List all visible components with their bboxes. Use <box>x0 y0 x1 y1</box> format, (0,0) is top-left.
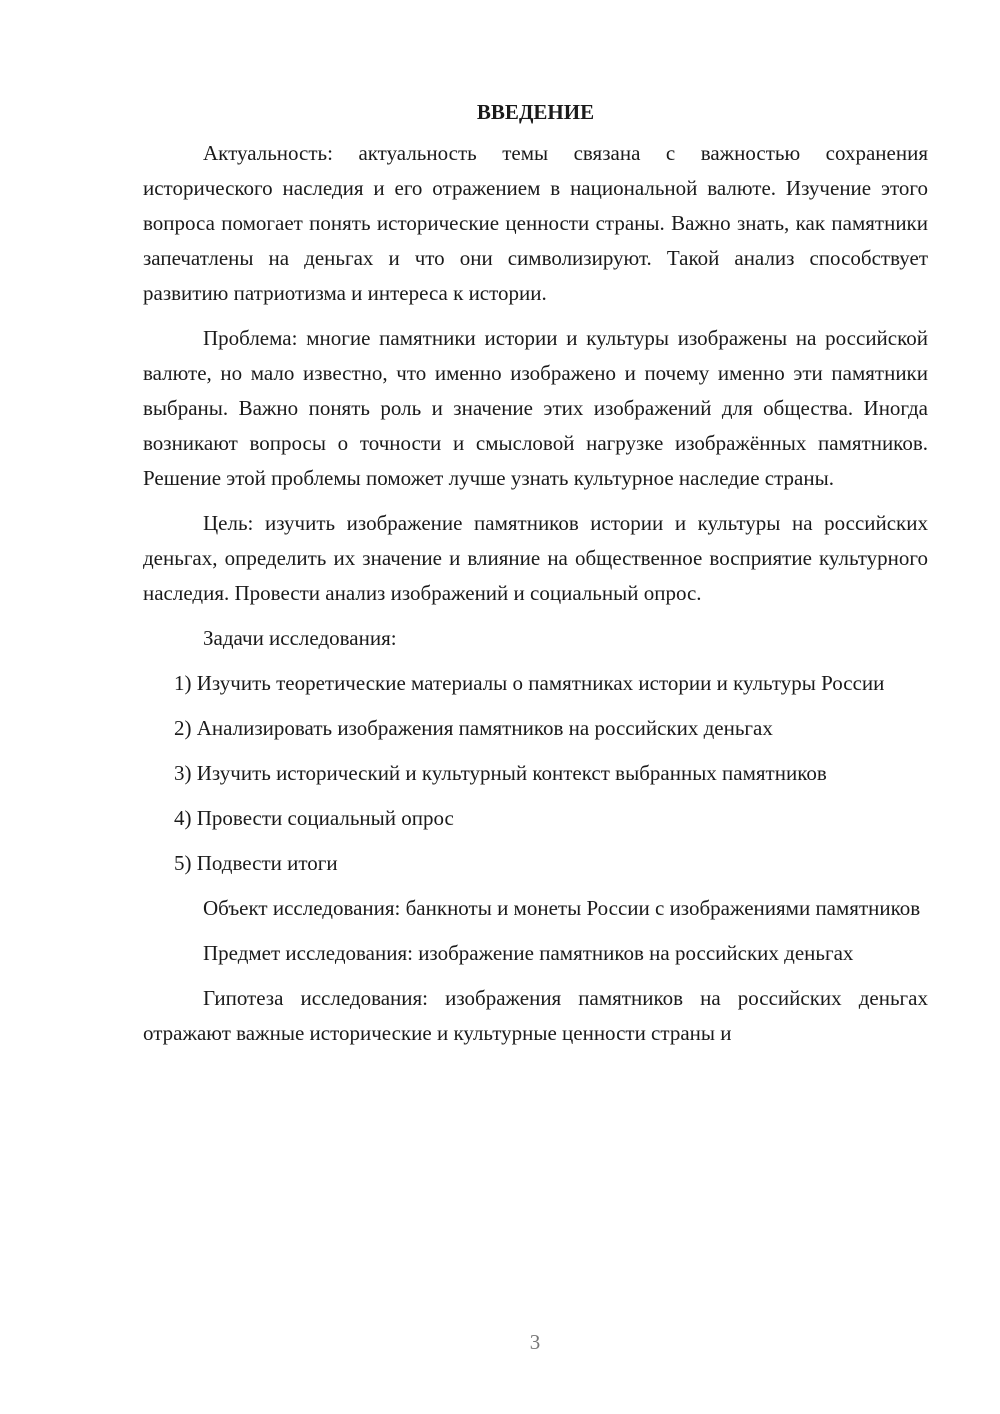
paragraph-relevance: Актуальность: актуальность темы связана с важностью сохранения исторического наследия и его отражением в национальной валюте. Изучение этого вопроса помогает понять исторические ценности страны. Важно знать, как памятники запечатлены на деньгах и что они символизируют. Такой анализ способствует развитию патриотизма и интереса к истории. <box>143 141 928 305</box>
paragraph-subject: Предмет исследования: изображение памятников на российских деньгах <box>203 941 854 965</box>
task-item-1: 1) Изучить теоретические материалы о памятниках истории и культуры России <box>174 671 885 695</box>
paragraph-hypothesis: Гипотеза исследования: изображения памятников на российских деньгах отражают важные исторические и культурные ценности страны и <box>143 986 928 1045</box>
paragraph-problem: Проблема: многие памятники истории и культуры изображены на российской валюте, но мало известно, что именно изображено и почему именно эти памятники выбраны. Важно понять роль и значение этих изображений для общества. Иногда возникают вопросы о точности и смысловой нагрузке изображённых памятников. Решение этой проблемы поможет лучше узнать культурное наследие страны. <box>143 326 928 490</box>
page-title: ВВЕДЕНИЕ <box>476 100 595 124</box>
paragraph-object: Объект исследования: банкноты и монеты России с изображениями памятников <box>203 896 921 920</box>
page-content <box>143 95 928 1051</box>
task-item-5: 5) Подвести итоги <box>174 851 338 875</box>
paragraph-tasks-heading: Задачи исследования: <box>203 626 397 650</box>
task-item-2: 2) Анализировать изображения памятников на российских деньгах <box>174 716 773 740</box>
task-item-3: 3) Изучить исторический и культурный контекст выбранных памятников <box>174 761 827 785</box>
task-item-4: 4) Провести социальный опрос <box>174 806 454 830</box>
page-number: 3 <box>529 1330 541 1354</box>
paragraph-goal: Цель: изучить изображение памятников истории и культуры на российских деньгах, определить их значение и влияние на общественное восприятие культурного наследия. Провести анализ изображений и социальный опрос. <box>143 511 928 605</box>
